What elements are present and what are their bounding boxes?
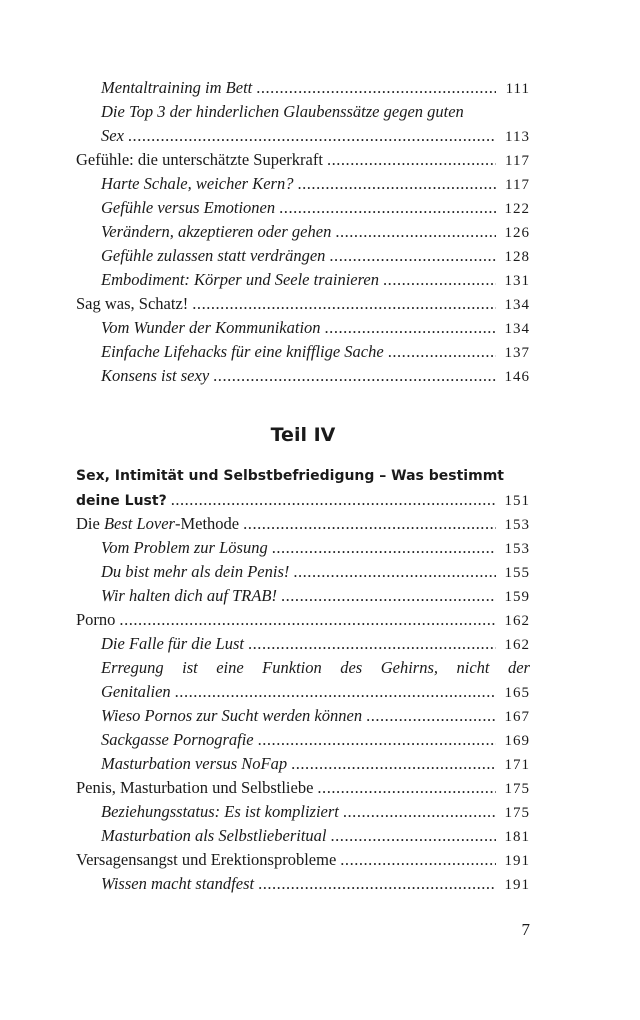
toc-part-chapter-line1[interactable]: Sex, Intimität und Selbstbefriedigung – Was bestimmt (76, 468, 504, 484)
toc-entry-page: 153 (504, 517, 530, 533)
toc-entry-title: Mentaltraining im Bett (101, 78, 253, 97)
toc-entry-title: Harte Schale, weicher Kern? (101, 174, 294, 193)
toc-entry-page: 134 (504, 321, 530, 337)
leader-dots (317, 776, 496, 800)
leader-dots (281, 584, 496, 608)
toc-entry-page: 151 (504, 493, 530, 509)
toc-entry-title: Wieso Pornos zur Sucht werden können (101, 706, 363, 725)
toc-entry-title-line1[interactable] (101, 656, 530, 680)
title-italic: Best Lover (103, 514, 175, 533)
toc-entry-title: Die Falle für die Lust (101, 634, 244, 653)
toc-chapter[interactable] (76, 848, 530, 872)
toc-entry[interactable] (101, 220, 530, 244)
part-heading: Teil IV (270, 424, 336, 446)
toc-entry-page: 191 (504, 877, 530, 893)
toc-entry-page: 167 (504, 709, 530, 725)
toc-entry-title: Masturbation als Selbstlieberitual (101, 826, 327, 845)
toc-entry-page: 159 (504, 589, 530, 605)
word: ist (182, 658, 198, 677)
toc-entry-title: Vom Wunder der Kommunikation (101, 318, 321, 337)
leader-dots (279, 196, 496, 220)
leader-dots (243, 512, 496, 536)
leader-dots (366, 704, 496, 728)
toc-chapter-title (76, 512, 239, 536)
word: Erregung (101, 658, 164, 677)
toc-chapter[interactable] (76, 512, 530, 536)
toc-entry-title: Beziehungsstatus: Es ist kompliziert (101, 802, 339, 821)
toc-entry-title: Konsens ist sexy (101, 366, 210, 385)
word: Gehirns, (380, 658, 439, 677)
toc-chapter-title: Sag was, Schatz! (76, 294, 189, 313)
toc-entry-page: 122 (504, 201, 530, 217)
toc-entry-page: 171 (504, 757, 530, 773)
toc-chapter-title: Penis, Masturbation und Selbstliebe (76, 778, 314, 797)
toc-chapter-title: Gefühle: die unterschätzte Superkraft (76, 150, 323, 169)
toc-entry[interactable] (101, 316, 530, 340)
leader-dots (327, 148, 496, 172)
toc-entry-page: 113 (505, 129, 530, 145)
toc-entry-page: 137 (504, 345, 530, 361)
leader-dots (248, 632, 496, 656)
toc-entry[interactable] (101, 680, 530, 704)
toc-chapter[interactable] (76, 776, 530, 800)
toc-chapter-title: deine Lust? (76, 493, 167, 509)
toc-chapter-title: Porno (76, 610, 116, 629)
toc-entry[interactable] (101, 632, 530, 656)
leader-dots (258, 872, 496, 896)
toc-entry-page: 126 (504, 225, 530, 241)
toc-entry-page: 117 (505, 153, 530, 169)
leader-dots (272, 536, 496, 560)
table-of-contents (76, 0, 530, 1020)
leader-dots (175, 680, 496, 704)
toc-entry-page: 191 (504, 853, 530, 869)
toc-entry-title: Gefühle zulassen statt verdrängen (101, 246, 326, 265)
toc-entry-page: 175 (504, 805, 530, 821)
leader-dots (325, 316, 496, 340)
toc-entry-title: Vom Problem zur Lösung (101, 538, 268, 557)
page-number: 7 (521, 920, 530, 939)
leader-dots (340, 848, 496, 872)
toc-chapter[interactable] (76, 292, 530, 316)
word: Funktion (262, 658, 322, 677)
toc-entry-page: 153 (504, 541, 530, 557)
leader-dots (383, 268, 496, 292)
leader-dots (343, 800, 496, 824)
leader-dots (297, 172, 496, 196)
toc-entry-page: 131 (504, 273, 530, 289)
title-prefix: Die (76, 514, 104, 533)
toc-entry[interactable] (101, 76, 530, 100)
toc-entry[interactable] (101, 800, 530, 824)
toc-entry[interactable] (101, 268, 530, 292)
leader-dots (213, 364, 496, 388)
toc-entry[interactable] (101, 196, 530, 220)
toc-entry-title: Gefühle versus Emotionen (101, 198, 276, 217)
leader-dots (335, 220, 496, 244)
word: der (507, 658, 530, 677)
leader-dots (331, 824, 497, 848)
toc-entry-page: 155 (504, 565, 530, 581)
toc-entry-page: 117 (505, 177, 530, 193)
toc-entry-title: Wissen macht standfest (101, 874, 255, 893)
toc-entry-page: 165 (504, 685, 530, 701)
toc-entry[interactable] (101, 244, 530, 268)
toc-entry-page: 162 (504, 613, 530, 629)
toc-entry-title: Sackgasse Pornografie (101, 730, 254, 749)
leader-dots (171, 488, 496, 512)
toc-entry-page: 146 (504, 369, 530, 385)
toc-entry[interactable] (101, 728, 530, 752)
toc-chapter-title: Versagensangst und Erektionsprobleme (76, 850, 337, 869)
word: nicht (456, 658, 490, 677)
toc-entry[interactable] (101, 584, 530, 608)
toc-entry-title: Embodiment: Körper und Seele trainieren (101, 270, 380, 289)
toc-entry[interactable] (101, 752, 530, 776)
toc-entry-title: Genitalien (101, 682, 171, 701)
toc-entry[interactable] (101, 364, 530, 388)
leader-dots (119, 608, 496, 632)
toc-entry-title: Einfache Lifehacks für eine knifflige Sache (101, 342, 384, 361)
toc-entry-page: 175 (504, 781, 530, 797)
toc-entry[interactable] (101, 560, 530, 584)
leader-dots (293, 560, 496, 584)
toc-entry[interactable] (101, 872, 530, 896)
leader-dots (258, 728, 496, 752)
leader-dots (291, 752, 496, 776)
toc-entry-page: 162 (504, 637, 530, 653)
toc-entry-title-line1[interactable]: Die Top 3 der hinderlichen Glaubenssätze gegen guten (101, 102, 464, 121)
toc-entry[interactable] (101, 536, 530, 560)
word: eine (216, 658, 244, 677)
word: des (340, 658, 363, 677)
toc-entry-page: 181 (504, 829, 530, 845)
leader-dots (256, 76, 496, 100)
leader-dots (388, 340, 496, 364)
toc-entry-title: Wir halten dich auf TRAB! (101, 586, 277, 605)
toc-chapter[interactable] (76, 148, 530, 172)
toc-chapter[interactable] (76, 608, 530, 632)
toc-entry[interactable] (101, 340, 530, 364)
toc-entry-title: Verändern, akzeptieren oder gehen (101, 222, 332, 241)
toc-entry-title: Sex (101, 126, 124, 145)
toc-entry[interactable] (101, 124, 530, 148)
toc-entry-page: 111 (505, 81, 530, 97)
toc-entry-title: Masturbation versus NoFap (101, 754, 288, 773)
leader-dots (128, 124, 496, 148)
leader-dots (192, 292, 496, 316)
toc-part-chapter[interactable] (76, 488, 530, 512)
toc-entry-title: Du bist mehr als dein Penis! (101, 562, 290, 581)
leader-dots (329, 244, 496, 268)
toc-entry-page: 169 (504, 733, 530, 749)
toc-entry[interactable] (101, 172, 530, 196)
toc-entry-page: 134 (504, 297, 530, 313)
title-suffix: -Methode (174, 514, 240, 533)
toc-entry-page: 128 (504, 249, 530, 265)
toc-entry[interactable] (101, 824, 530, 848)
toc-entry[interactable] (101, 704, 530, 728)
